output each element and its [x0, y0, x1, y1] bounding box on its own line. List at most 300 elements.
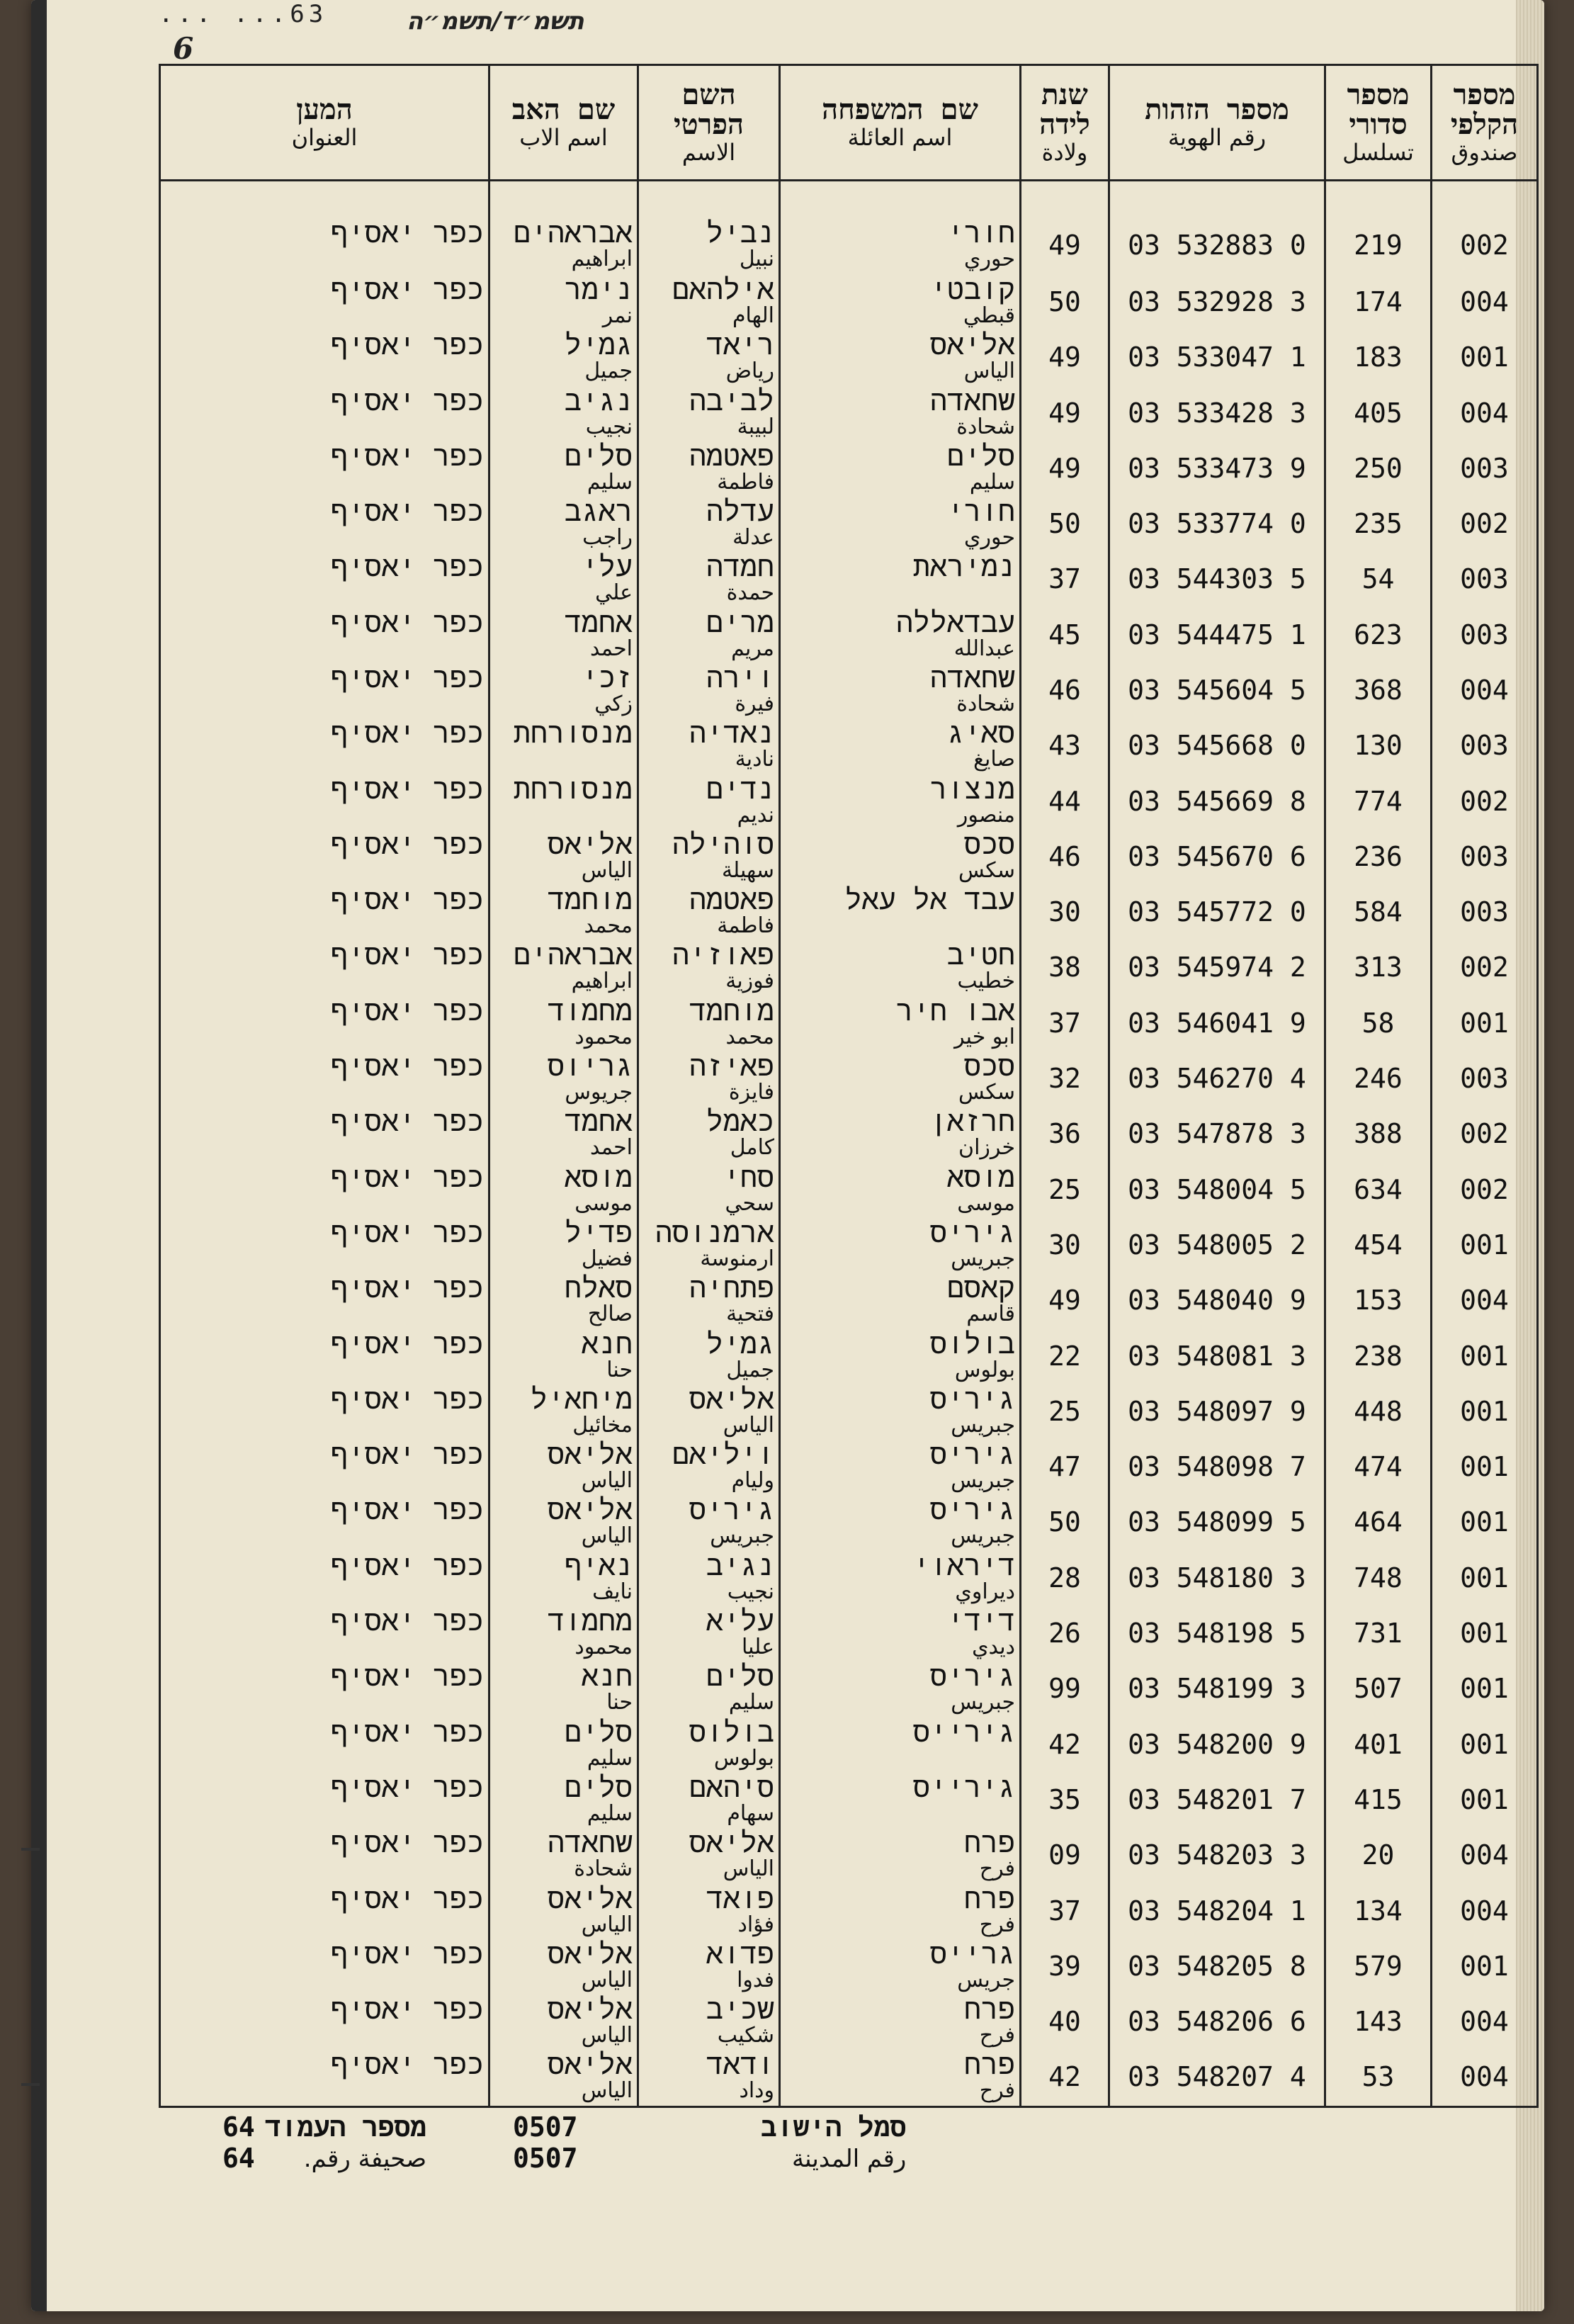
- address: כפר יאסיף: [160, 885, 489, 940]
- table-row: [160, 1329, 1538, 1384]
- table-row: [160, 1107, 1538, 1162]
- father-name: אחמד احمد: [489, 1107, 638, 1162]
- first-name: פאיזה فايزة: [638, 1051, 780, 1107]
- birth-year: 22: [1021, 1329, 1109, 1384]
- first-name: אליאס الياس: [638, 1828, 780, 1883]
- serial-number: 235: [1325, 497, 1432, 552]
- id-number: 03 548040 9: [1109, 1273, 1325, 1329]
- id-number: 03 548199 3: [1109, 1662, 1325, 1717]
- father-name: נימר نمر: [489, 275, 638, 330]
- box-number: 003: [1432, 1051, 1538, 1107]
- address: כפר יאסיף: [160, 386, 489, 441]
- father-name: גריוס جريوس: [489, 1051, 638, 1107]
- father-name: אליאס الياس: [489, 830, 638, 885]
- serial-number: 464: [1325, 1495, 1432, 1550]
- family-name: מנצור منصور: [780, 774, 1021, 830]
- margin-mark: [21, 1848, 40, 1851]
- box-number: 004: [1432, 1273, 1538, 1329]
- birth-year: 38: [1021, 940, 1109, 995]
- birth-year: 37: [1021, 996, 1109, 1051]
- box-number: 002: [1432, 497, 1538, 552]
- id-number: 03 548205 8: [1109, 1939, 1325, 1995]
- header-father-name: שם האב اسم الاب: [489, 65, 638, 181]
- table-row: [160, 718, 1538, 774]
- table-row: [160, 1828, 1538, 1883]
- box-number: 001: [1432, 1773, 1538, 1828]
- box-number: 003: [1432, 552, 1538, 607]
- father-name: מוסא موسى: [489, 1163, 638, 1218]
- voter-register-table: [159, 64, 1539, 2108]
- id-number: 03 548005 2: [1109, 1218, 1325, 1273]
- table-row: [160, 2050, 1538, 2106]
- address: כפר יאסיף: [160, 1107, 489, 1162]
- id-number: 03 544475 1: [1109, 608, 1325, 663]
- box-number: 002: [1432, 940, 1538, 995]
- first-name: עליא عليا: [638, 1606, 780, 1662]
- header-address: המען العنوان: [160, 65, 489, 181]
- footer-page-value: 64 64: [222, 2111, 255, 2174]
- birth-year: 43: [1021, 718, 1109, 774]
- address: כפר יאסיף: [160, 181, 489, 275]
- table-row: [160, 996, 1538, 1051]
- id-number: 03 545668 0: [1109, 718, 1325, 774]
- father-name: מחמוד محمود: [489, 996, 638, 1051]
- table-row: [160, 386, 1538, 441]
- page-number: 6: [173, 31, 194, 66]
- birth-year: 28: [1021, 1551, 1109, 1606]
- birth-year: 45: [1021, 608, 1109, 663]
- serial-number: 250: [1325, 441, 1432, 497]
- serial-number: 388: [1325, 1107, 1432, 1162]
- header-box: מספר הקלפי صندوق: [1432, 65, 1538, 181]
- table-row: [160, 1273, 1538, 1329]
- first-name: מוחמד محمد: [638, 996, 780, 1051]
- address: כפר יאסיף: [160, 1384, 489, 1440]
- first-name: מרים مريم: [638, 608, 780, 663]
- id-number: 03 532928 3: [1109, 275, 1325, 330]
- table-row: [160, 1995, 1538, 2050]
- address: כפר יאסיף: [160, 1273, 489, 1329]
- table-row: [160, 1218, 1538, 1273]
- serial-number: 236: [1325, 830, 1432, 885]
- address: כפר יאסיף: [160, 1884, 489, 1939]
- address: כפר יאסיף: [160, 663, 489, 718]
- serial-number: 415: [1325, 1773, 1432, 1828]
- address: כפר יאסיף: [160, 608, 489, 663]
- father-name: נאיף نايف: [489, 1551, 638, 1606]
- serial-number: 58: [1325, 996, 1432, 1051]
- family-name: חורי حوري: [780, 181, 1021, 275]
- serial-number: 174: [1325, 275, 1432, 330]
- table-row: [160, 1051, 1538, 1107]
- header-family-name: שם המשפחה اسم العائلة: [780, 65, 1021, 181]
- table-row: [160, 1440, 1538, 1495]
- first-name: ארמנוסה ارمنوسة: [638, 1218, 780, 1273]
- serial-number: 219: [1325, 181, 1432, 275]
- family-name: סלים سليم: [780, 441, 1021, 497]
- family-name: אבו חיר ابو خير: [780, 996, 1021, 1051]
- father-name: פדיל فضيل: [489, 1218, 638, 1273]
- id-number: 03 548201 7: [1109, 1773, 1325, 1828]
- box-number: 001: [1432, 1440, 1538, 1495]
- serial-number: 623: [1325, 608, 1432, 663]
- birth-year: 42: [1021, 1717, 1109, 1773]
- serial-number: 54: [1325, 552, 1432, 607]
- family-name: קובטי قبطي: [780, 275, 1021, 330]
- serial-number: 584: [1325, 885, 1432, 940]
- id-number: 03 548004 5: [1109, 1163, 1325, 1218]
- father-name: גמיל جميل: [489, 330, 638, 385]
- family-name: חטיב خطيب: [780, 940, 1021, 995]
- birth-year: 49: [1021, 330, 1109, 385]
- birth-year: 26: [1021, 1606, 1109, 1662]
- first-name: פואד فؤاد: [638, 1884, 780, 1939]
- family-name: שחאדה شحادة: [780, 386, 1021, 441]
- id-number: 03 548206 6: [1109, 1995, 1325, 2050]
- table-row: [160, 1773, 1538, 1828]
- table-header-row: [160, 65, 1538, 181]
- family-name: סכס سكس: [780, 830, 1021, 885]
- box-number: 004: [1432, 386, 1538, 441]
- serial-number: 153: [1325, 1273, 1432, 1329]
- id-number: 03 547878 3: [1109, 1107, 1325, 1162]
- table-row: [160, 608, 1538, 663]
- table-row: [160, 497, 1538, 552]
- birth-year: 09: [1021, 1828, 1109, 1883]
- first-name: אילהאם الهام: [638, 275, 780, 330]
- birth-year: 37: [1021, 1884, 1109, 1939]
- birth-year: 50: [1021, 497, 1109, 552]
- birth-year: 40: [1021, 1995, 1109, 2050]
- address: כפר יאסיף: [160, 441, 489, 497]
- table-row: [160, 1884, 1538, 1939]
- box-number: 001: [1432, 1717, 1538, 1773]
- box-number: 001: [1432, 1551, 1538, 1606]
- footer-settlement-code: 0507 0507: [513, 2111, 578, 2174]
- address: כפר יאסיף: [160, 1495, 489, 1550]
- box-number: 001: [1432, 1606, 1538, 1662]
- father-name: אבראהים ابراهيم: [489, 181, 638, 275]
- address: כפר יאסיף: [160, 330, 489, 385]
- family-name: פרח فرح: [780, 1884, 1021, 1939]
- family-name: גירייס: [780, 1717, 1021, 1773]
- family-name: שחאדה شحادة: [780, 663, 1021, 718]
- birth-year: 37: [1021, 552, 1109, 607]
- serial-number: 143: [1325, 1995, 1432, 2050]
- box-number: 001: [1432, 1384, 1538, 1440]
- serial-number: 474: [1325, 1440, 1432, 1495]
- father-name: סלים سليم: [489, 1773, 638, 1828]
- serial-number: 579: [1325, 1939, 1432, 1995]
- family-name: בולוס بولوس: [780, 1329, 1021, 1384]
- serial-number: 134: [1325, 1884, 1432, 1939]
- id-number: 03 548203 3: [1109, 1828, 1325, 1883]
- father-name: מנסורחת: [489, 718, 638, 774]
- first-name: נביל نبيل: [638, 181, 780, 275]
- id-number: 03 545669 8: [1109, 774, 1325, 830]
- family-name: חורי حوري: [780, 497, 1021, 552]
- table-row: [160, 330, 1538, 385]
- address: כפר יאסיף: [160, 1939, 489, 1995]
- serial-number: 405: [1325, 386, 1432, 441]
- father-name: מיחאיל مخائيل: [489, 1384, 638, 1440]
- box-number: 001: [1432, 1662, 1538, 1717]
- family-name: פרח فرح: [780, 1995, 1021, 2050]
- address: כפר יאסיף: [160, 1163, 489, 1218]
- first-name: פדוא فدوا: [638, 1939, 780, 1995]
- father-name: אליאס الياس: [489, 1939, 638, 1995]
- box-number: 001: [1432, 330, 1538, 385]
- family-name: עבד אל עאל: [780, 885, 1021, 940]
- serial-number: 634: [1325, 1163, 1432, 1218]
- first-name: עדלה عدلة: [638, 497, 780, 552]
- id-number: 03 545670 6: [1109, 830, 1325, 885]
- address: כפר יאסיף: [160, 940, 489, 995]
- address: כפר יאסיף: [160, 1218, 489, 1273]
- id-number: 03 548098 7: [1109, 1440, 1325, 1495]
- id-number: 03 532883 0: [1109, 181, 1325, 275]
- first-name: נדים نديم: [638, 774, 780, 830]
- serial-number: 748: [1325, 1551, 1432, 1606]
- family-name: נמיראת: [780, 552, 1021, 607]
- serial-number: 731: [1325, 1606, 1432, 1662]
- address: כפר יאסיף: [160, 1662, 489, 1717]
- family-name: פרח فرح: [780, 2050, 1021, 2106]
- id-number: 03 533774 0: [1109, 497, 1325, 552]
- id-number: 03 548198 5: [1109, 1606, 1325, 1662]
- first-name: פתחיה فتحية: [638, 1273, 780, 1329]
- first-name: חמדה حمدة: [638, 552, 780, 607]
- father-name: אליאס الياس: [489, 1495, 638, 1550]
- address: כפר יאסיף: [160, 718, 489, 774]
- family-name: גיריס جبريس: [780, 1495, 1021, 1550]
- table-row: [160, 1163, 1538, 1218]
- box-number: 001: [1432, 1939, 1538, 1995]
- year-label: תשמ״ד/תשמ״ה: [407, 7, 584, 35]
- birth-year: 30: [1021, 885, 1109, 940]
- birth-year: 25: [1021, 1384, 1109, 1440]
- family-name: גרייס جريس: [780, 1939, 1021, 1995]
- birth-year: 35: [1021, 1773, 1109, 1828]
- family-name: גיריס جبريس: [780, 1218, 1021, 1273]
- id-number: 03 533428 3: [1109, 386, 1325, 441]
- first-name: פאוזיה فوزية: [638, 940, 780, 995]
- box-number: 003: [1432, 718, 1538, 774]
- box-number: 001: [1432, 996, 1538, 1051]
- id-number: 03 545772 0: [1109, 885, 1325, 940]
- family-name: גיריס جبريس: [780, 1662, 1021, 1717]
- father-name: סלים سليم: [489, 441, 638, 497]
- father-name: מוחמד محمد: [489, 885, 638, 940]
- family-name: סאיג صايغ: [780, 718, 1021, 774]
- id-number: 03 545974 2: [1109, 940, 1325, 995]
- table-row: [160, 1495, 1538, 1550]
- father-name: מנסורחת: [489, 774, 638, 830]
- father-name: נגיב نجيب: [489, 386, 638, 441]
- family-name: דיראוי ديراوي: [780, 1551, 1021, 1606]
- father-name: סאלח صالح: [489, 1273, 638, 1329]
- serial-number: 20: [1325, 1828, 1432, 1883]
- register-page: [31, 0, 1544, 2311]
- first-name: שכיב شكيب: [638, 1995, 780, 2050]
- family-name: קאסם قاسم: [780, 1273, 1021, 1329]
- family-name: חרזאן خرزان: [780, 1107, 1021, 1162]
- address: כפר יאסיף: [160, 1329, 489, 1384]
- table-row: [160, 1384, 1538, 1440]
- father-name: אבראהים ابراهيم: [489, 940, 638, 995]
- birth-year: 25: [1021, 1163, 1109, 1218]
- table-row: [160, 181, 1538, 275]
- serial-number: 448: [1325, 1384, 1432, 1440]
- address: כפר יאסיף: [160, 996, 489, 1051]
- first-name: סלים سليم: [638, 1662, 780, 1717]
- address: כפר יאסיף: [160, 1551, 489, 1606]
- family-name: פרח فرح: [780, 1828, 1021, 1883]
- first-name: פאטמה فاطمة: [638, 441, 780, 497]
- book-spine: [31, 0, 47, 2311]
- first-name: סיהאם سهام: [638, 1773, 780, 1828]
- table-row: [160, 1551, 1538, 1606]
- father-name: חנא حنا: [489, 1329, 638, 1384]
- box-number: 003: [1432, 885, 1538, 940]
- father-name: אחמד احمد: [489, 608, 638, 663]
- birth-year: 50: [1021, 1495, 1109, 1550]
- table-row: [160, 1717, 1538, 1773]
- serial-number: 183: [1325, 330, 1432, 385]
- father-name: אליאס الياس: [489, 1440, 638, 1495]
- serial-number: 313: [1325, 940, 1432, 995]
- box-number: 004: [1432, 1995, 1538, 2050]
- first-name: סחי سحي: [638, 1163, 780, 1218]
- box-number: 002: [1432, 181, 1538, 275]
- birth-year: 44: [1021, 774, 1109, 830]
- id-number: 03 548207 4: [1109, 2050, 1325, 2106]
- first-name: נגיב نجيب: [638, 1551, 780, 1606]
- birth-year: 49: [1021, 386, 1109, 441]
- father-name: אליאס الياس: [489, 1995, 638, 2050]
- family-name: גירייס: [780, 1773, 1021, 1828]
- table-row: [160, 1662, 1538, 1717]
- family-name: דידי ديدي: [780, 1606, 1021, 1662]
- family-name: מוסא موسى: [780, 1163, 1021, 1218]
- serial-number: 368: [1325, 663, 1432, 718]
- father-name: עלי علي: [489, 552, 638, 607]
- id-number: 03 548200 9: [1109, 1717, 1325, 1773]
- serial-number: 454: [1325, 1218, 1432, 1273]
- table-row: [160, 885, 1538, 940]
- serial-number: 774: [1325, 774, 1432, 830]
- first-name: ודאד وداد: [638, 2050, 780, 2106]
- id-number: 03 548081 3: [1109, 1329, 1325, 1384]
- family-name: סכס سكس: [780, 1051, 1021, 1107]
- box-number: 003: [1432, 608, 1538, 663]
- serial-number: 238: [1325, 1329, 1432, 1384]
- table-row: [160, 663, 1538, 718]
- father-name: אליאס الياس: [489, 1884, 638, 1939]
- father-name: חנא حنا: [489, 1662, 638, 1717]
- birth-year: 49: [1021, 441, 1109, 497]
- box-number: 001: [1432, 1329, 1538, 1384]
- father-name: ראגב راجب: [489, 497, 638, 552]
- id-number: 03 533047 1: [1109, 330, 1325, 385]
- box-number: 004: [1432, 1828, 1538, 1883]
- table-row: [160, 275, 1538, 330]
- father-name: סלים سليم: [489, 1717, 638, 1773]
- header-serial: מספר סדורי تسلسل: [1325, 65, 1432, 181]
- first-name: לביבה لبيبة: [638, 386, 780, 441]
- id-number: 03 548099 5: [1109, 1495, 1325, 1550]
- table-row: [160, 1606, 1538, 1662]
- id-number: 03 533473 9: [1109, 441, 1325, 497]
- id-number: 03 546041 9: [1109, 996, 1325, 1051]
- id-number: 03 545604 5: [1109, 663, 1325, 718]
- footer-settlement-label: סמל הישוב رقم المدينة: [761, 2111, 907, 2173]
- first-name: נאדיה نادية: [638, 718, 780, 774]
- box-number: 004: [1432, 275, 1538, 330]
- id-number: 03 548204 1: [1109, 1884, 1325, 1939]
- header-birth-year: שנת לידה ولادة: [1021, 65, 1109, 181]
- father-name: זכי زكي: [489, 663, 638, 718]
- id-number: 03 548097 9: [1109, 1384, 1325, 1440]
- birth-year: 49: [1021, 1273, 1109, 1329]
- serial-number: 401: [1325, 1717, 1432, 1773]
- address: כפר יאסיף: [160, 1828, 489, 1883]
- first-name: ריאד رياض: [638, 330, 780, 385]
- box-number: 002: [1432, 1107, 1538, 1162]
- family-name: גיריס جبريس: [780, 1440, 1021, 1495]
- birth-year: 99: [1021, 1662, 1109, 1717]
- table-row: [160, 830, 1538, 885]
- header-id: מספר הזהות رقم الهوية: [1109, 65, 1325, 181]
- table-row: [160, 441, 1538, 497]
- first-name: סוהילה سهيلة: [638, 830, 780, 885]
- address: כפר יאסיף: [160, 830, 489, 885]
- footer-page-label: מספר העמוד صحيفة رقم.: [265, 2111, 427, 2173]
- birth-year: 46: [1021, 830, 1109, 885]
- address: כפר יאסיף: [160, 552, 489, 607]
- serial-number: 246: [1325, 1051, 1432, 1107]
- cut-off-header: ... ...63: [159, 0, 328, 28]
- box-number: 004: [1432, 2050, 1538, 2106]
- id-number: 03 546270 4: [1109, 1051, 1325, 1107]
- margin-mark: [21, 2083, 40, 2086]
- address: כפר יאסיף: [160, 2050, 489, 2106]
- birth-year: 50: [1021, 275, 1109, 330]
- family-name: אליאס الياس: [780, 330, 1021, 385]
- table-row: [160, 552, 1538, 607]
- address: כפר יאסיף: [160, 275, 489, 330]
- box-number: 002: [1432, 1163, 1538, 1218]
- birth-year: 46: [1021, 663, 1109, 718]
- birth-year: 49: [1021, 181, 1109, 275]
- father-name: מחמוד محمود: [489, 1606, 638, 1662]
- first-name: גיריס جبريس: [638, 1495, 780, 1550]
- birth-year: 47: [1021, 1440, 1109, 1495]
- id-number: 03 544303 5: [1109, 552, 1325, 607]
- box-number: 003: [1432, 441, 1538, 497]
- address: כפר יאסיף: [160, 1717, 489, 1773]
- address: כפר יאסיף: [160, 1773, 489, 1828]
- box-number: 003: [1432, 830, 1538, 885]
- family-name: גיריס جبريس: [780, 1384, 1021, 1440]
- birth-year: 39: [1021, 1939, 1109, 1995]
- address: כפר יאסיף: [160, 497, 489, 552]
- father-name: אליאס الياس: [489, 2050, 638, 2106]
- address: כפר יאסיף: [160, 1606, 489, 1662]
- first-name: כאמל كامل: [638, 1107, 780, 1162]
- first-name: בולוס بولوس: [638, 1717, 780, 1773]
- first-name: גמיל جميل: [638, 1329, 780, 1384]
